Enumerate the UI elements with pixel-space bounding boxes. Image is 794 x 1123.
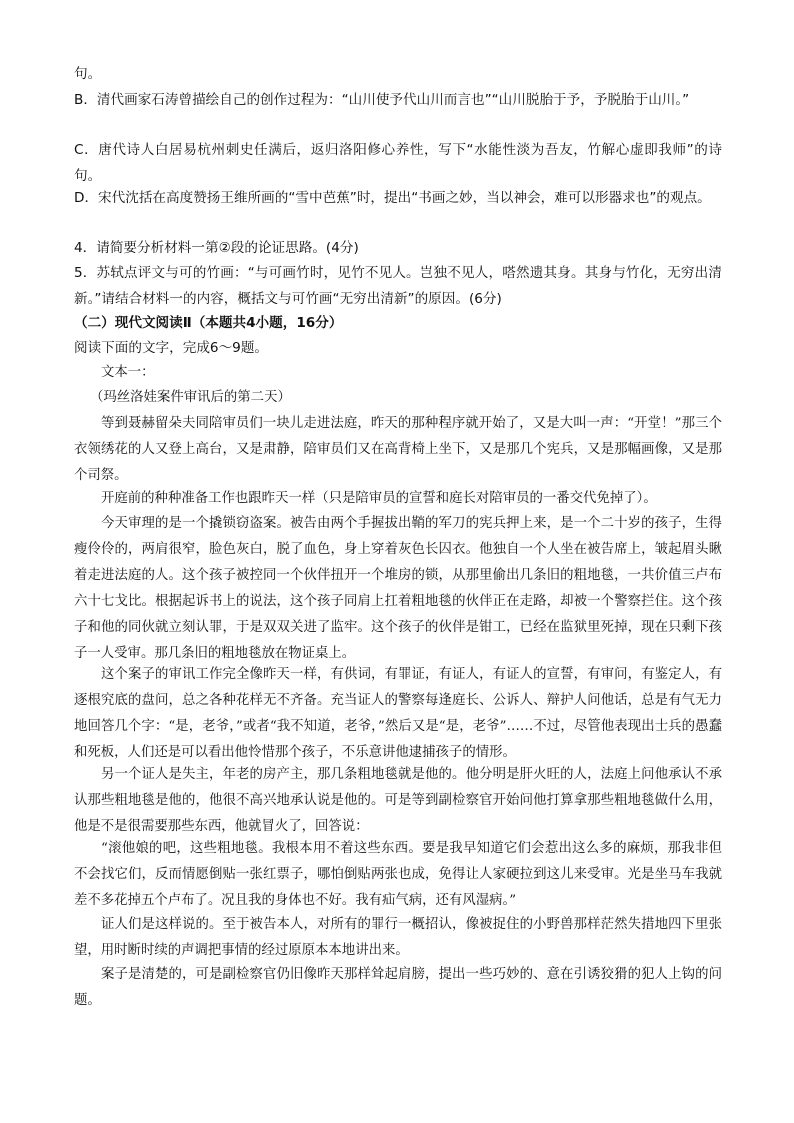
section-title: （二）现代文阅读Ⅱ（本题共4小题，16分） [74,315,343,331]
paragraph-7: 证人们是这样说的。至于被告本人，对所有的罪行一概招认，像被捉住的小野兽那样茫然失措地四下里张望，用时断时续的声调把事情的经过原原本本地讲出来。 [74,917,722,958]
reading-instruction: 阅读下面的文字，完成6～9题。 [74,340,269,356]
option-c: C．唐代诗人白居易杭州刺史任满后，返归洛阳修心养性，写下“水能性淡为吾友，竹解心虚即我师”的诗句。 [74,142,722,184]
paragraph-3: 今天审理的是一个撬锁窃盗案。被告由两个手握拔出鞘的军刀的宪兵押上来，是一个二十岁的孩子，生得瘦伶伶的，两肩很窄，脸色灰白，脱了血色，身上穿着灰色长囚衣。他独自一个人坐在被告席上，皱起眉头瞅着走进法庭的人。这个孩子被控同一个伙伴扭开一个堆房的锁，从那里偷出几条旧的粗地毯，一共价值三卢布六十七戈比。根据起诉书上的说法，这个孩子同肩上扛着粗地毯的伙伴正在走路，却被一个警察拦住。这个孩子和他的同伙就立刻认罪，于是双双关进了监牢。这个孩子的伙伴是钳工，已经在监狱里死掉，现在只剩下孩子一人受审。那几条旧的粗地毯放在物证桌上。 [74,516,722,661]
fragment-line: 句。 [74,66,102,82]
paragraph-2: 开庭前的种种准备工作也跟昨天一样（只是陪审员的宣誓和庭长对陪审员的一番交代免掉了）。 [101,491,657,506]
text-subtitle: （玛丝洛娃案件审讯后的第二天） [90,390,291,405]
text-label: 文本一： [101,365,155,380]
option-b: B．清代画家石涛曾描绘自己的创作过程为：“山川使予代山川而言也”“山川脱胎于予，予脱胎于山川。” [74,92,690,108]
paragraph-4: 这个案子的审讯工作完全像昨天一样，有供词，有罪证，有证人，有证人的宣誓，有审问，有鉴定人，有逐根究底的盘问，总之各种花样无不齐备。充当证人的警察每逢庭长、公诉人、辩护人问他话，总是有气无力地回答几个字：“是，老爷，”或者“我不知道，老爷，”然后又是“是，老爷”……不过，尽管他表现出士兵的愚蠢和死板，人们还是可以看出他怜惜那个孩子，不乐意讲他逮捕孩子的情形。 [74,667,722,760]
question-5: 5．苏轼点评文与可的竹画：“与可画竹时，见竹不见人。岂独不见人，嗒然遗其身。其身与竹化，无穷出清新。”请结合材料一的内容，概括文与可竹画“无穷出清新”的原因。(6分) [74,265,722,307]
paragraph-5: 另一个证人是失主，年老的房产主，那几条粗地毯就是他的。他分明是肝火旺的人，法庭上问他承认不承认那些粗地毯是他的，他很不高兴地承认说是他的。可是等到副检察官开始问他打算拿那些粗地毯做什么用，他是不是很需要那些东西，他就冒火了，回答说： [74,767,722,834]
question-4: 4．请简要分析材料一第②段的论证思路。(4分) [74,240,359,256]
paragraph-8: 案子是清楚的，可是副检察官仍旧像昨天那样耸起肩膀，提出一些巧妙的、意在引诱狡猾的犯人上钩的问题。 [74,967,722,1008]
paragraph-1: 等到聂赫留朵夫同陪审员们一块儿走进法庭，昨天的那种程序就开始了，又是大叫一声：“开堂！”那三个衣领绣花的人又登上高台，又是肃静，陪审员们又在高背椅上坐下，又是那几个宪兵，又是那幅画像，又是那个司祭。 [74,416,722,483]
option-d: D．宋代沈括在高度赞扬王维所画的“雪中芭蕉”时，提出“书画之妙，当以神会，难可以形器求也”的观点。 [74,190,711,206]
paragraph-6: “滚他娘的吧，这些粗地毯。我根本用不着这些东西。要是我早知道它们会惹出这么多的麻烦，那我非但不会找它们，反而情愿倒贴一张红票子，哪怕倒贴两张也成，免得让人家硬拉到这儿来受审。光是坐马车我就差不多花掉五个卢布了。况且我的身体也不好。我有疝气病，还有风湿病。” [74,841,722,908]
